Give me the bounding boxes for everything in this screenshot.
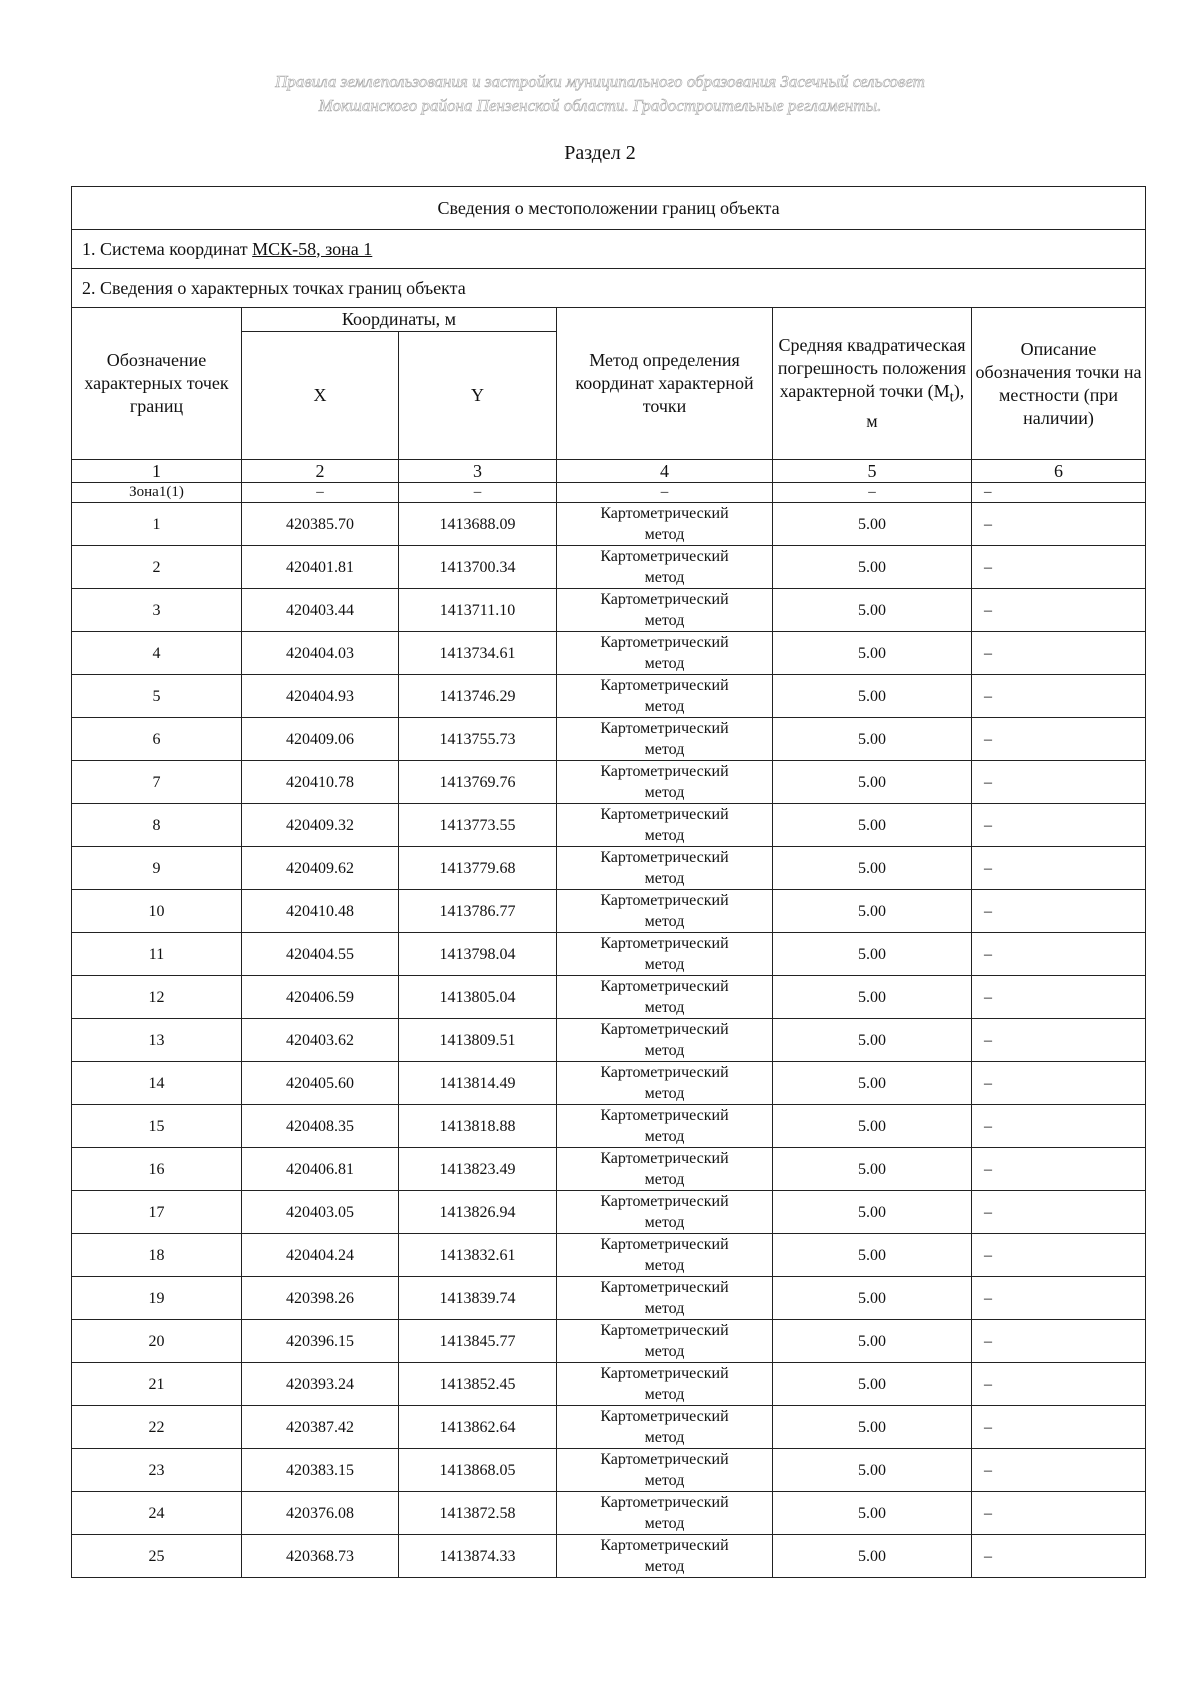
method-line-2: метод <box>644 956 685 973</box>
coord-y: 1413700.34 <box>399 546 557 589</box>
point-description: – <box>972 1234 1146 1277</box>
coord-x: 420385.70 <box>242 503 399 546</box>
coordinate-system-prefix: 1. Система координат <box>82 238 253 259</box>
method-line-2: метод <box>644 526 685 543</box>
mean-error: 5.00 <box>773 1277 972 1320</box>
method-line-1: Картометрический <box>600 1451 729 1468</box>
method-cell <box>557 632 773 675</box>
method-line-1: Картометрический <box>600 1193 729 1210</box>
header-y: Y <box>399 332 557 460</box>
coord-y: 1413711.10 <box>399 589 557 632</box>
method-line-2: метод <box>644 1085 685 1102</box>
point-number: 15 <box>72 1105 242 1148</box>
point-number: 8 <box>72 804 242 847</box>
method-line-2: метод <box>644 1214 685 1231</box>
coord-y: 1413852.45 <box>399 1363 557 1406</box>
method-cell <box>557 1019 773 1062</box>
method-line-2: метод <box>644 913 685 930</box>
point-description: – <box>972 503 1146 546</box>
header-designation: Обозначение характерных точек границ <box>72 308 242 460</box>
coord-x: 420398.26 <box>242 1277 399 1320</box>
coord-x: 420408.35 <box>242 1105 399 1148</box>
method-line-1: Картометрический <box>600 591 729 608</box>
point-number: 16 <box>72 1148 242 1191</box>
method-line-1: Картометрический <box>600 634 729 651</box>
method-line-1: Картометрический <box>600 1064 729 1081</box>
coord-x: 420403.44 <box>242 589 399 632</box>
header-description: Описание обозначения точки на местности (при наличии) <box>972 308 1146 460</box>
col-number: 5 <box>773 460 972 483</box>
mean-error: 5.00 <box>773 589 972 632</box>
coord-x: 420403.05 <box>242 1191 399 1234</box>
zone-row <box>72 483 1146 503</box>
mean-error: 5.00 <box>773 933 972 976</box>
coord-y: 1413862.64 <box>399 1406 557 1449</box>
method-line-2: метод <box>644 1343 685 1360</box>
zone-cell: – <box>773 483 972 503</box>
method-cell <box>557 890 773 933</box>
method-line-1: Картометрический <box>600 1021 729 1038</box>
table-row <box>72 503 1146 546</box>
method-cell <box>557 1320 773 1363</box>
coord-x: 420368.73 <box>242 1535 399 1578</box>
coord-x: 420406.81 <box>242 1148 399 1191</box>
point-description: – <box>972 1363 1146 1406</box>
point-number: 6 <box>72 718 242 761</box>
method-line-2: метод <box>644 1171 685 1188</box>
coord-x: 420383.15 <box>242 1449 399 1492</box>
point-number: 3 <box>72 589 242 632</box>
table-row <box>72 1191 1146 1234</box>
coord-y: 1413805.04 <box>399 976 557 1019</box>
method-line-2: метод <box>644 1515 685 1532</box>
table-row <box>72 761 1146 804</box>
point-description: – <box>972 546 1146 589</box>
method-line-1: Картометрический <box>600 1322 729 1339</box>
method-cell <box>557 675 773 718</box>
method-line-2: метод <box>644 741 685 758</box>
table-row <box>72 1062 1146 1105</box>
mean-error: 5.00 <box>773 1062 972 1105</box>
method-line-2: метод <box>644 612 685 629</box>
method-cell <box>557 718 773 761</box>
method-line-1: Картометрический <box>600 548 729 565</box>
coord-x: 420404.24 <box>242 1234 399 1277</box>
coord-x: 420406.59 <box>242 976 399 1019</box>
mean-error: 5.00 <box>773 1406 972 1449</box>
point-description: – <box>972 804 1146 847</box>
table-row <box>72 589 1146 632</box>
coord-y: 1413688.09 <box>399 503 557 546</box>
method-line-2: метод <box>644 1300 685 1317</box>
point-number: 2 <box>72 546 242 589</box>
header-error-sub: t <box>949 389 954 406</box>
header-method: Метод определения координат характерной точки <box>557 308 773 460</box>
header-coordinates: Координаты, м <box>242 308 557 332</box>
coord-y: 1413845.77 <box>399 1320 557 1363</box>
point-description: – <box>972 1320 1146 1363</box>
col-number: 4 <box>557 460 773 483</box>
coord-x: 420405.60 <box>242 1062 399 1105</box>
table-row <box>72 1363 1146 1406</box>
table-row <box>72 1105 1146 1148</box>
coordinate-system-value: МСК-58, зона 1 <box>252 238 373 259</box>
mean-error: 5.00 <box>773 1019 972 1062</box>
mean-error: 5.00 <box>773 1191 972 1234</box>
point-number: 9 <box>72 847 242 890</box>
zone-cell: – <box>399 483 557 503</box>
method-line-2: метод <box>644 1472 685 1489</box>
table-row <box>72 1019 1146 1062</box>
method-line-1: Картометрический <box>600 1494 729 1511</box>
coord-y: 1413874.33 <box>399 1535 557 1578</box>
point-description: – <box>972 1105 1146 1148</box>
header-error <box>773 308 972 460</box>
table-row <box>72 933 1146 976</box>
method-line-1: Картометрический <box>600 935 729 952</box>
point-number: 10 <box>72 890 242 933</box>
point-description: – <box>972 1535 1146 1578</box>
mean-error: 5.00 <box>773 976 972 1019</box>
point-description: – <box>972 1062 1146 1105</box>
point-description: – <box>972 1406 1146 1449</box>
point-description: – <box>972 933 1146 976</box>
method-line-1: Картометрический <box>600 505 729 522</box>
table-row <box>72 1406 1146 1449</box>
table-row <box>72 1234 1146 1277</box>
mean-error: 5.00 <box>773 632 972 675</box>
coord-y: 1413779.68 <box>399 847 557 890</box>
method-cell <box>557 933 773 976</box>
method-line-2: метод <box>644 698 685 715</box>
coord-y: 1413769.76 <box>399 761 557 804</box>
mean-error: 5.00 <box>773 1320 972 1363</box>
mean-error: 5.00 <box>773 1105 972 1148</box>
col-number: 6 <box>972 460 1146 483</box>
method-line-2: метод <box>644 1558 685 1575</box>
point-number: 7 <box>72 761 242 804</box>
col-number: 1 <box>72 460 242 483</box>
point-number: 11 <box>72 933 242 976</box>
point-description: – <box>972 1277 1146 1320</box>
method-cell <box>557 1492 773 1535</box>
coord-y: 1413826.94 <box>399 1191 557 1234</box>
method-line-2: метод <box>644 827 685 844</box>
method-cell <box>557 804 773 847</box>
coord-x: 420409.62 <box>242 847 399 890</box>
zone-cell: – <box>972 483 1146 503</box>
method-cell <box>557 1535 773 1578</box>
method-line-1: Картометрический <box>600 892 729 909</box>
point-description: – <box>972 718 1146 761</box>
table-row <box>72 976 1146 1019</box>
method-cell <box>557 761 773 804</box>
method-line-2: метод <box>644 655 685 672</box>
table-row <box>72 546 1146 589</box>
mean-error: 5.00 <box>773 1148 972 1191</box>
coord-y: 1413818.88 <box>399 1105 557 1148</box>
mean-error: 5.00 <box>773 1234 972 1277</box>
table-row <box>72 1535 1146 1578</box>
method-line-1: Картометрический <box>600 1236 729 1253</box>
coord-x: 420393.24 <box>242 1363 399 1406</box>
method-cell <box>557 1449 773 1492</box>
column-numbers-row <box>72 460 1146 483</box>
point-number: 24 <box>72 1492 242 1535</box>
method-cell <box>557 847 773 890</box>
method-line-2: метод <box>644 870 685 887</box>
coord-x: 420404.55 <box>242 933 399 976</box>
mean-error: 5.00 <box>773 675 972 718</box>
method-cell <box>557 976 773 1019</box>
table-title: Сведения о местоположении границ объекта <box>72 187 1146 230</box>
point-number: 4 <box>72 632 242 675</box>
mean-error: 5.00 <box>773 1492 972 1535</box>
method-line-2: метод <box>644 569 685 586</box>
table-row <box>72 632 1146 675</box>
table-row <box>72 675 1146 718</box>
mean-error: 5.00 <box>773 1363 972 1406</box>
point-number: 23 <box>72 1449 242 1492</box>
method-line-2: метод <box>644 1128 685 1145</box>
point-number: 19 <box>72 1277 242 1320</box>
method-cell <box>557 1406 773 1449</box>
header-line-2: Мокшанского района Пензенской области. Градостроительные регламенты. <box>318 96 882 115</box>
method-line-1: Картометрический <box>600 1279 729 1296</box>
method-cell <box>557 1105 773 1148</box>
coord-y: 1413839.74 <box>399 1277 557 1320</box>
point-description: – <box>972 890 1146 933</box>
points-info-line: 2. Сведения о характерных точках границ объекта <box>72 269 1146 308</box>
method-line-1: Картометрический <box>600 849 729 866</box>
method-cell <box>557 1062 773 1105</box>
coord-y: 1413746.29 <box>399 675 557 718</box>
mean-error: 5.00 <box>773 718 972 761</box>
table-row <box>72 1320 1146 1363</box>
mean-error: 5.00 <box>773 761 972 804</box>
point-number: 22 <box>72 1406 242 1449</box>
mean-error: 5.00 <box>773 546 972 589</box>
method-line-2: метод <box>644 1429 685 1446</box>
coord-y: 1413786.77 <box>399 890 557 933</box>
method-line-1: Картометрический <box>600 1150 729 1167</box>
table-row <box>72 890 1146 933</box>
method-line-1: Картометрический <box>600 763 729 780</box>
header-error-main: Средняя квадратическая погрешность положения характерной точки (M <box>777 335 967 402</box>
point-description: – <box>972 1148 1146 1191</box>
col-number: 3 <box>399 460 557 483</box>
method-line-2: метод <box>644 999 685 1016</box>
coord-y: 1413823.49 <box>399 1148 557 1191</box>
method-cell <box>557 1191 773 1234</box>
coord-x: 420376.08 <box>242 1492 399 1535</box>
point-description: – <box>972 589 1146 632</box>
coord-y: 1413872.58 <box>399 1492 557 1535</box>
coord-y: 1413868.05 <box>399 1449 557 1492</box>
coordinate-system-line <box>72 230 1146 269</box>
coord-y: 1413798.04 <box>399 933 557 976</box>
table-row <box>72 1148 1146 1191</box>
coord-y: 1413832.61 <box>399 1234 557 1277</box>
document-header <box>0 70 1200 118</box>
method-line-2: метод <box>644 1257 685 1274</box>
method-line-1: Картометрический <box>600 978 729 995</box>
header-error-tail: ), м <box>866 381 965 431</box>
section-title: Раздел 2 <box>564 142 636 164</box>
method-line-1: Картометрический <box>600 677 729 694</box>
point-description: – <box>972 1191 1146 1234</box>
coord-y: 1413814.49 <box>399 1062 557 1105</box>
method-cell <box>557 589 773 632</box>
method-cell <box>557 503 773 546</box>
method-cell <box>557 546 773 589</box>
coord-y: 1413809.51 <box>399 1019 557 1062</box>
coord-y: 1413755.73 <box>399 718 557 761</box>
point-number: 12 <box>72 976 242 1019</box>
mean-error: 5.00 <box>773 1449 972 1492</box>
zone-label: Зона1(1) <box>72 483 242 503</box>
coord-x: 420387.42 <box>242 1406 399 1449</box>
table-row <box>72 1277 1146 1320</box>
coord-x: 420396.15 <box>242 1320 399 1363</box>
point-description: – <box>972 847 1146 890</box>
table-row <box>72 718 1146 761</box>
table-row <box>72 847 1146 890</box>
coord-x: 420404.93 <box>242 675 399 718</box>
table-row <box>72 1449 1146 1492</box>
header-line-1: Правила землепользования и застройки муниципального образования Засечный сельсовет <box>275 72 925 91</box>
point-number: 25 <box>72 1535 242 1578</box>
coord-x: 420403.62 <box>242 1019 399 1062</box>
zone-cell: – <box>557 483 773 503</box>
coord-x: 420410.48 <box>242 890 399 933</box>
coord-x: 420401.81 <box>242 546 399 589</box>
point-description: – <box>972 632 1146 675</box>
method-cell <box>557 1363 773 1406</box>
point-description: – <box>972 1019 1146 1062</box>
mean-error: 5.00 <box>773 503 972 546</box>
method-line-1: Картометрический <box>600 806 729 823</box>
method-line-1: Картометрический <box>600 1408 729 1425</box>
point-number: 1 <box>72 503 242 546</box>
col-number: 2 <box>242 460 399 483</box>
zone-cell: – <box>242 483 399 503</box>
point-description: – <box>972 1492 1146 1535</box>
point-number: 14 <box>72 1062 242 1105</box>
point-number: 5 <box>72 675 242 718</box>
method-line-2: метод <box>644 1042 685 1059</box>
mean-error: 5.00 <box>773 890 972 933</box>
point-number: 21 <box>72 1363 242 1406</box>
coord-x: 420404.03 <box>242 632 399 675</box>
point-description: – <box>972 976 1146 1019</box>
point-number: 13 <box>72 1019 242 1062</box>
method-cell <box>557 1148 773 1191</box>
mean-error: 5.00 <box>773 1535 972 1578</box>
method-line-2: метод <box>644 784 685 801</box>
point-number: 17 <box>72 1191 242 1234</box>
method-line-2: метод <box>644 1386 685 1403</box>
method-line-1: Картометрический <box>600 1107 729 1124</box>
point-number: 20 <box>72 1320 242 1363</box>
point-description: – <box>972 1449 1146 1492</box>
coord-y: 1413773.55 <box>399 804 557 847</box>
coord-y: 1413734.61 <box>399 632 557 675</box>
table-row <box>72 1492 1146 1535</box>
method-cell <box>557 1277 773 1320</box>
mean-error: 5.00 <box>773 847 972 890</box>
point-number: 18 <box>72 1234 242 1277</box>
point-description: – <box>972 675 1146 718</box>
method-line-1: Картометрический <box>600 1537 729 1554</box>
table-row <box>72 804 1146 847</box>
point-description: – <box>972 761 1146 804</box>
coord-x: 420410.78 <box>242 761 399 804</box>
method-cell <box>557 1234 773 1277</box>
coord-x: 420409.32 <box>242 804 399 847</box>
method-line-1: Картометрический <box>600 1365 729 1382</box>
coord-x: 420409.06 <box>242 718 399 761</box>
method-line-1: Картометрический <box>600 720 729 737</box>
boundary-points-table <box>71 186 1146 1578</box>
mean-error: 5.00 <box>773 804 972 847</box>
header-x: X <box>242 332 399 460</box>
